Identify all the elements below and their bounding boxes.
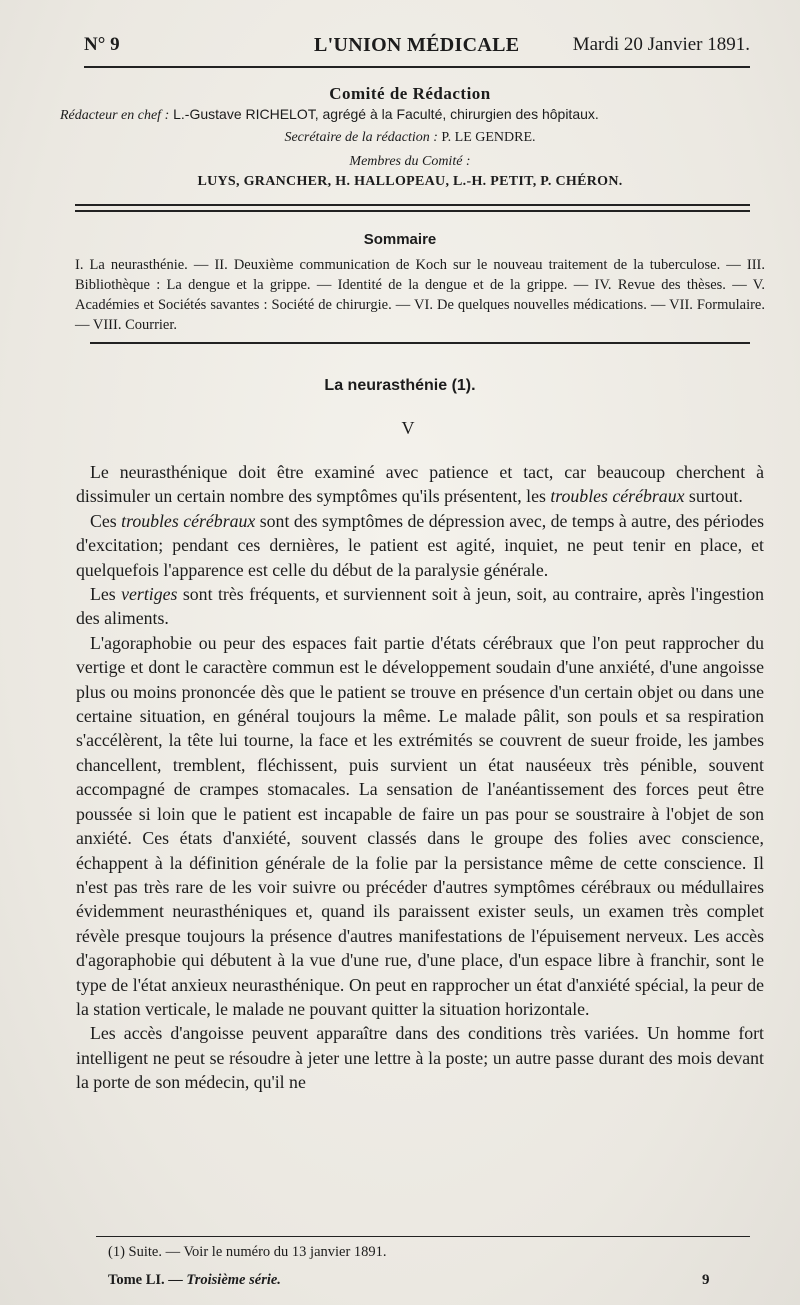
article-title: La neurasthénie (1).	[324, 377, 476, 394]
committee-rule-top	[75, 204, 750, 206]
committee-rule-bottom	[75, 210, 750, 212]
italic-term: troubles cérébraux	[121, 510, 256, 531]
paragraph	[76, 509, 764, 582]
journal-title: L'UNION MÉDICALE	[314, 34, 520, 56]
members-list: LUYS, GRANCHER, H. HALLOPEAU, L.-H. PETIT, P. CHÉRON.	[197, 174, 623, 189]
paragraph-text: Ces troubles cérébraux sont des symptômes de dépression avec, de temps à autre, des périodes d'excitation; pendant ces dernières, le patient est agité, inquiet, ne peut tenir en place, et quelquefois l'apparence est celle du début de la paralysie générale.	[76, 510, 764, 580]
members-label: Membres du Comité :	[349, 154, 471, 169]
chief-editor-label: Rédacteur en chef :	[60, 108, 170, 123]
paragraph: L'agoraphobie ou peur des espaces fait partie d'états cérébraux que l'on peut rapprocher du vertige et dont le caractère commun est le développement soudain d'une anxiété, d'une angoisse plus ou moins prononcée dès que le patient se trouve en présence d'un certain objet ou dans une certaine situation, en général toujours la même. Le malade pâlit, son pouls et sa respiration s'accélèrent, la tête lui tourne, la face et les extrémités se couvrent de sueur froide, les jambes chancellent, tremblent, fléchissent, puis survient un état nauséeux très pénible, souvent accompagné de crampes stomacales. La sensation de l'anéantissement des forces peut être poussée si loin que le patient est incapable de faire un pas pour se soustraire à l'objet de son anxiété. Ces états d'anxiété, souvent classés dans le groupe des folies avec conscience, échappent à la définition générale de la folie par la persistance même de cette conscience. Il n'est pas très rare de les voir suivre ou précéder d'autres symptômes cérébraux ou médullaires évidemment neurasthéniques et, quand ils paraissent exister seuls, un examen très complet révèle presque toujours la présence d'autres manifestations de l'épuisement nerveux. Les accès d'agoraphobie qui débutent à la vue d'une rue, d'une place, d'un espace libre à franchir, sont le type de l'état anxieux neurasthénique. On peut en rapprocher un état d'anxiété spécial, la peur de la station verticale, le malade ne pouvant quitter la situation horizontale.	[76, 632, 764, 1019]
paragraph: Les accès d'angoisse peuvent apparaître dans des conditions très variées. Un homme fort intelligent ne peut se résoudre à jeter une lettre à la poste; un autre passe durant des mois devant la porte de son médecin, qu'il ne	[76, 1023, 764, 1093]
committee-title: Comité de Rédaction	[329, 84, 491, 103]
series-label: Troisième série.	[186, 1272, 281, 1288]
page-number: 9	[702, 1272, 710, 1288]
italic-term: vertiges	[121, 584, 178, 605]
footnote-rule	[96, 1236, 750, 1237]
secretary-label: Secrétaire de la rédaction :	[284, 130, 438, 145]
footnote: (1) Suite. — Voir le numéro du 13 janvier 1891.	[108, 1244, 387, 1260]
summary-text: I. La neurasthénie. — II. Deuxième communication de Koch sur le nouveau traitement de la tuberculose. — III. Bibliothèque : La dengue et la grippe. — Identité de la dengue et de la grippe. — IV. Revue des thèses. — V. Académies et Sociétés savantes : Société de chirurgie. — VI. De quelques nouvelles médications. — VII. Formulaire. — VIII. Courrier.	[75, 257, 765, 333]
volume-number: Tome LI. —	[108, 1272, 183, 1288]
masthead	[80, 30, 750, 60]
paragraph-text: Les vertiges sont très fréquents, et surviennent soit à jeun, soit, au contraire, après l'ingestion des aliments.	[76, 584, 764, 629]
chief-editor-value: L.-Gustave RICHELOT, agrégé à la Faculté, chirurgien des hôpitaux.	[173, 106, 599, 122]
masthead-rule	[84, 66, 750, 68]
article-body	[76, 460, 764, 1095]
secretary-value: P. LE GENDRE.	[441, 130, 536, 145]
paragraph: Le neurasthénique doit être examiné avec patience et tact, car beaucoup cherchent à dissimuler un certain nombre des symptômes qu'ils présentent, les troubles cérébraux surtout.	[76, 462, 764, 507]
summary-title: Sommaire	[363, 231, 437, 248]
paragraph	[76, 582, 764, 631]
issue-date: Mardi 20 Janvier 1891.	[572, 34, 750, 55]
article-part-number: V	[401, 418, 415, 438]
chief-editor-line	[60, 106, 760, 124]
volume-line	[108, 1272, 281, 1289]
secretary-line	[60, 130, 760, 146]
italic-term: troubles cérébraux	[550, 486, 685, 507]
summary-rule	[90, 342, 750, 344]
issue-number: N° 9	[84, 34, 120, 55]
